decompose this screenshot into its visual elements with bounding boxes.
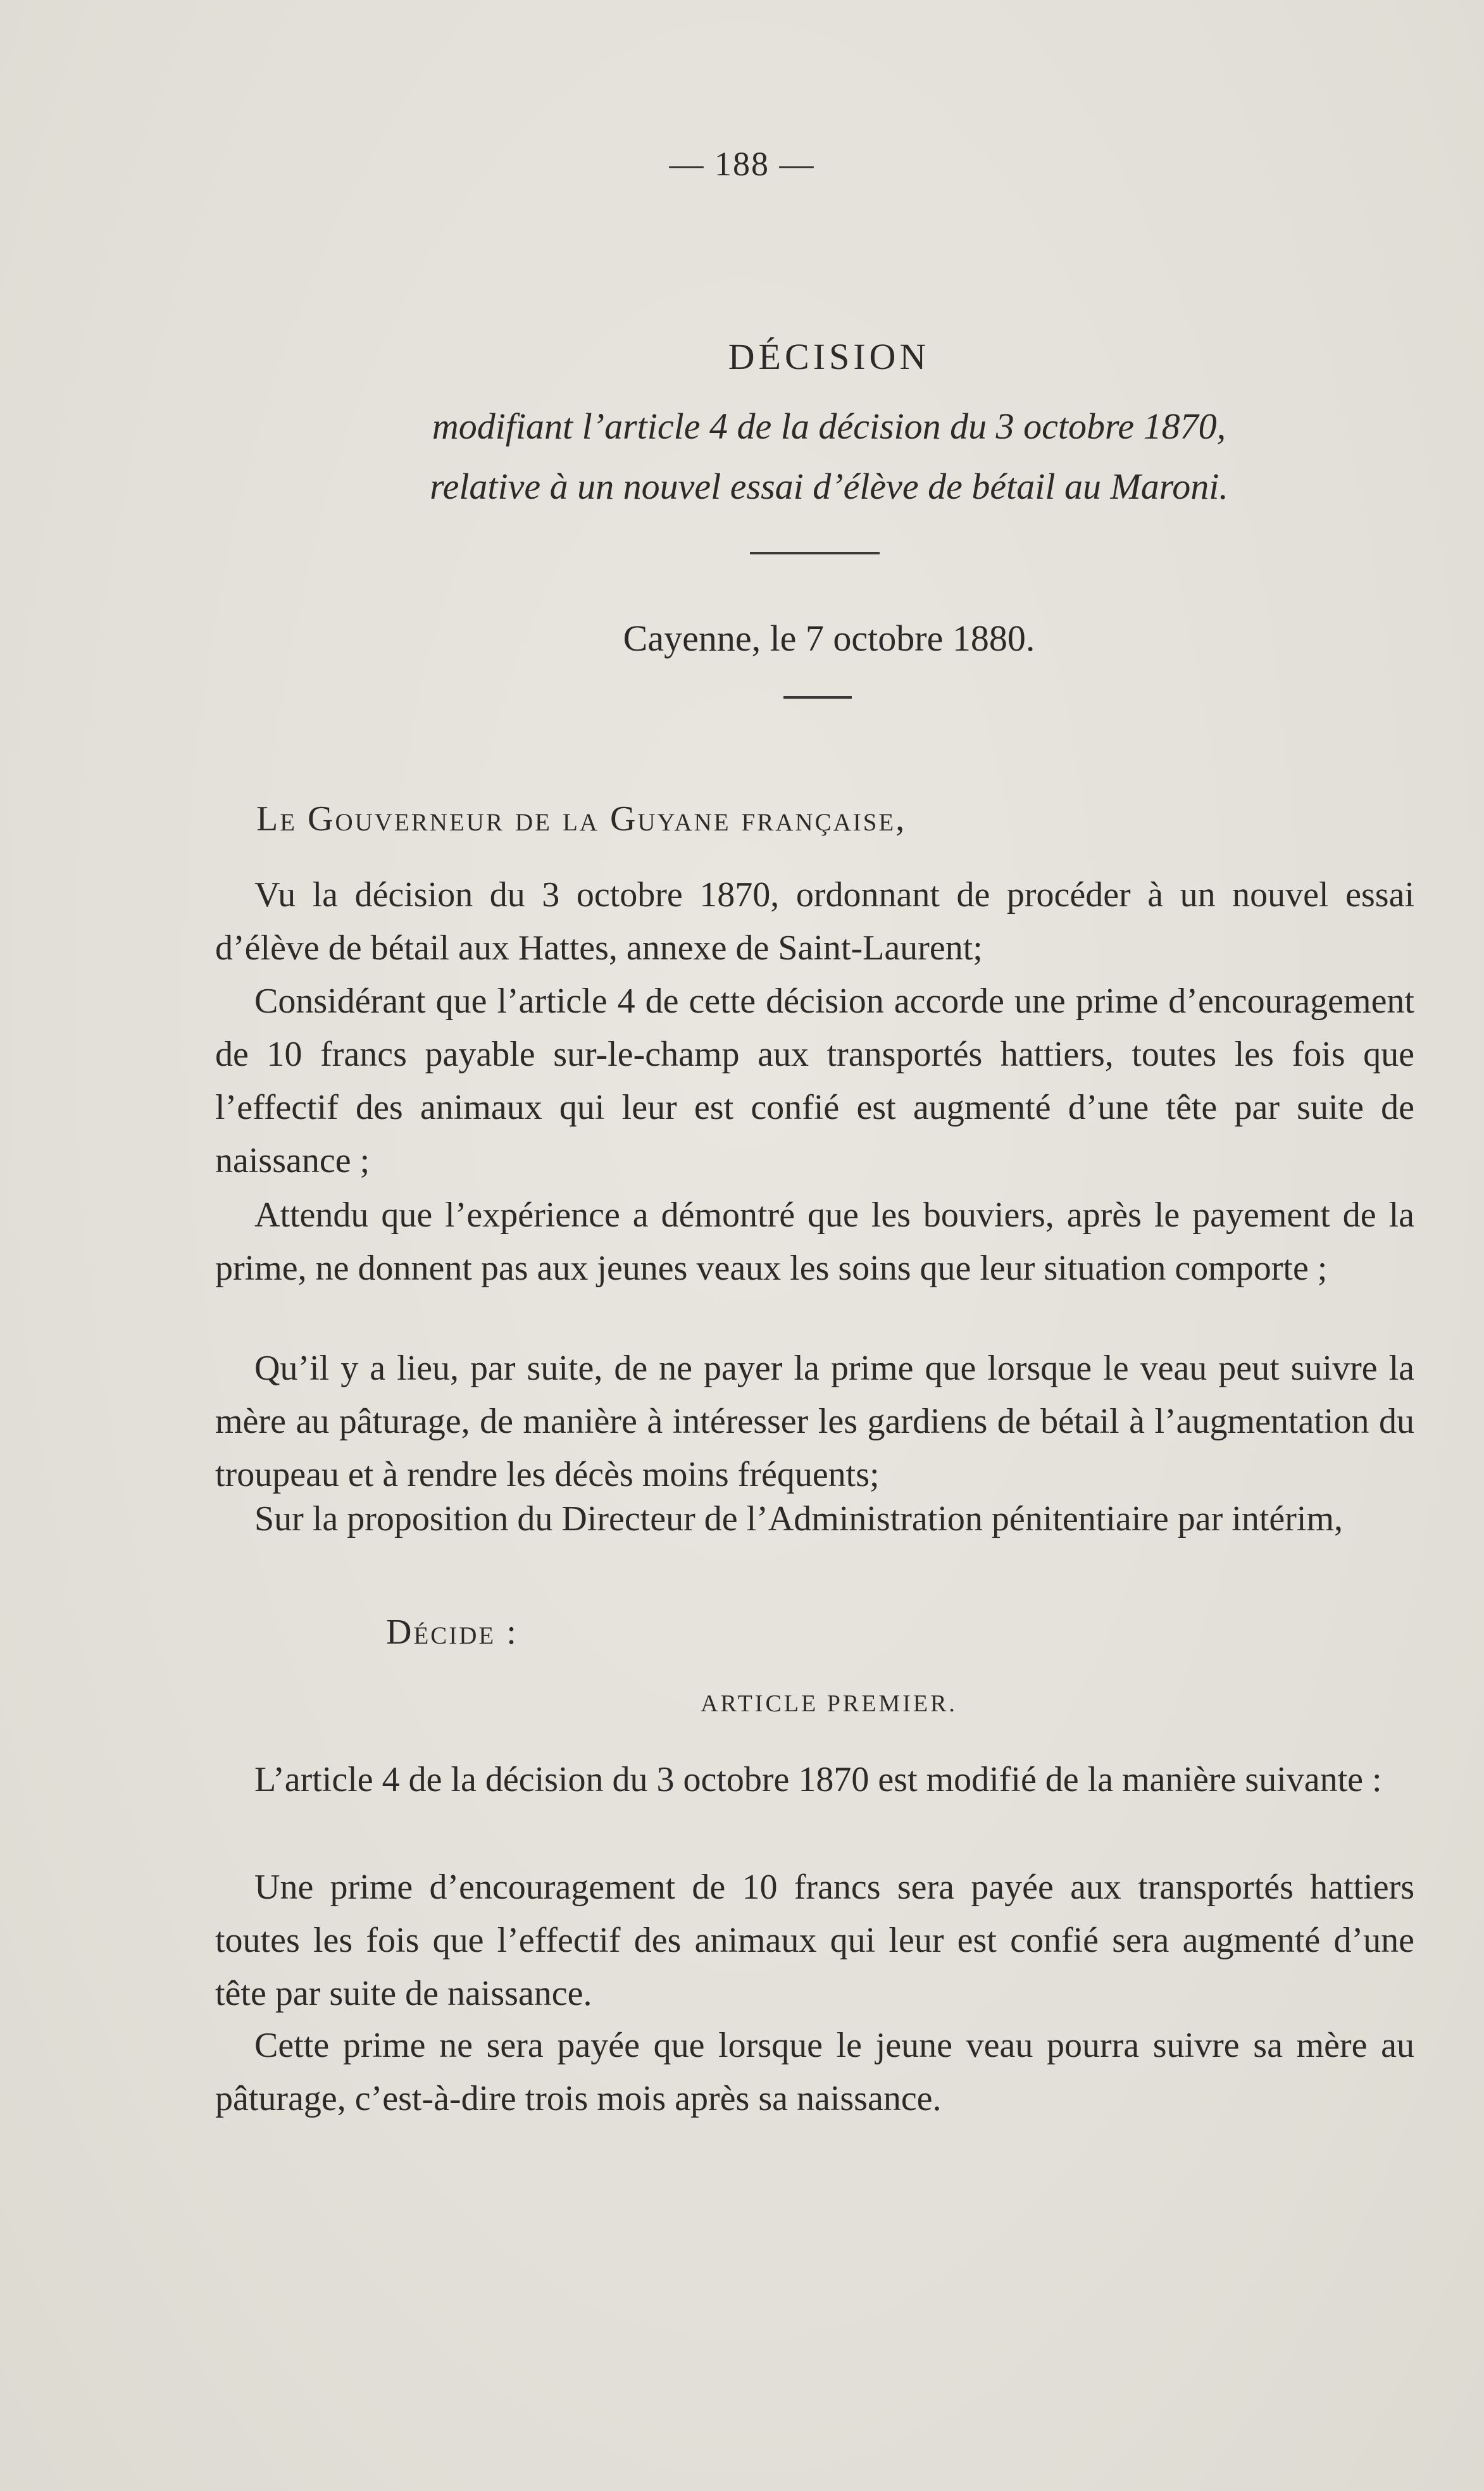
- title-divider: [750, 552, 880, 554]
- article-paragraph: L’article 4 de la décision du 3 octobre 1870 est modifié de la manière suivante :: [254, 1760, 1382, 1799]
- article-heading: ARTICLE PREMIER.: [701, 1690, 957, 1717]
- article-paragraph: Cette prime ne sera payée que lorsque le jeune veau pourra suivre sa mère au pâturage, c’est-à-dire trois mois après sa naissance.: [215, 2026, 1414, 2118]
- page-number: — 188 —: [669, 145, 815, 183]
- consideration-paragraph: Vu la décision du 3 octobre 1870, ordonnant de procéder à un nouvel essai d’élève de bétail aux Hattes, annexe de Saint-Laurent;: [215, 875, 1414, 968]
- consideration-paragraph: Attendu que l’expérience a démontré que les bouviers, après le payement de la prime, ne donnent pas aux jeunes veaux les soins que leur situation comporte ;: [215, 1196, 1414, 1288]
- decision-subtitle-line-1: modifiant l’article 4 de la décision du 3 octobre 1870,: [432, 406, 1226, 447]
- consideration-paragraph: Sur la proposition du Directeur de l’Administration pénitentiaire par intérim,: [254, 1499, 1344, 1539]
- dateline-divider: [783, 696, 852, 699]
- consideration-paragraph: Considérant que l’article 4 de cette décision accorde une prime d’encouragement de 10 francs payable sur-le-champ aux transportés hattiers, toutes les fois que l’effectif des animaux qui leur est confié est augmenté d’une tête par suite de naissance ;: [215, 982, 1414, 1180]
- article-paragraph: Une prime d’encouragement de 10 francs sera payée aux transportés hattiers toutes les fois que l’effectif des animaux qui leur est confié sera augmenté d’une tête par suite de naissance.: [215, 1868, 1414, 2013]
- dateline: Cayenne, le 7 octobre 1880.: [623, 618, 1035, 659]
- authority-heading: Le Gouverneur de la Guyane française,: [256, 799, 907, 839]
- decide-heading: Décide :: [386, 1613, 518, 1652]
- decision-subtitle-line-2: relative à un nouvel essai d’élève de bétail au Maroni.: [430, 466, 1228, 507]
- consideration-paragraph: Qu’il y a lieu, par suite, de ne payer la prime que lorsque le veau peut suivre la mère au pâturage, de manière à intéresser les gardiens de bétail à l’augmentation du troupeau et à rendre les décès moins fréquents;: [215, 1349, 1414, 1494]
- decision-title: DÉCISION: [728, 336, 930, 377]
